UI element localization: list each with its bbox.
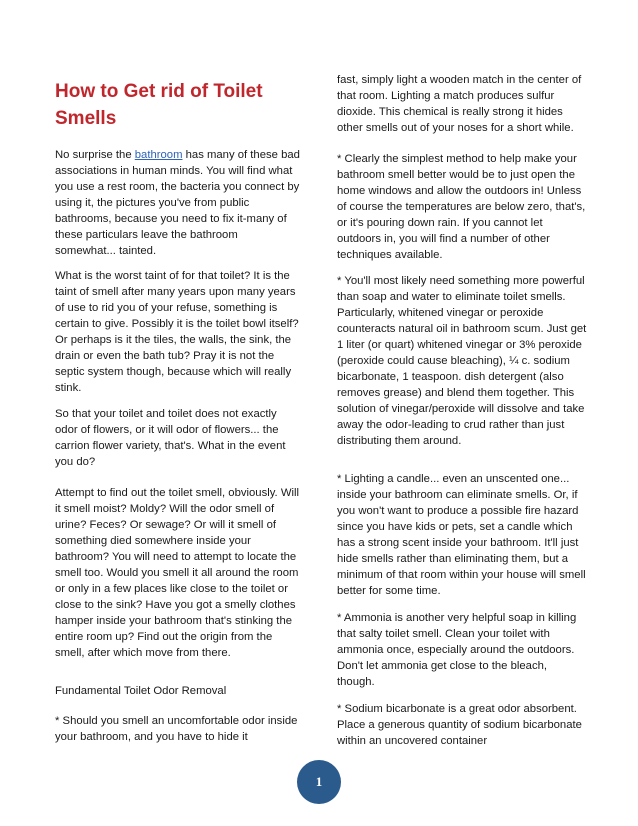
- paragraph-candle: * Lighting a candle... even an unscented one... inside your bathroom can eliminate smells. Or, if you won't want to produce a possible fire hazard since you have kids or pets, set a candle which has a strong scent inside your bathroom. It'll just hide smells rather than eliminating them, but a minimum of that room within your house will smell better for some time.: [337, 473, 586, 597]
- paragraph-find-smell: Attempt to find out the toilet smell, obviously. Will it smell moist? Moldy? Will the odor smell of urine? Feces? Or sewage? Or will it smell of something died somewhere inside your bathroom? You will need to attempt to locate the smell too. Would you smell it all around the room or only in a few places like close to the toilet or close to the sink? Have you got a smelly clothes hamper inside your bathroom that's stinking the entire room up? Find out the origin from the smell, after which move from there.: [55, 487, 300, 659]
- bathroom-link[interactable]: bathroom: [134, 149, 183, 161]
- paragraph-open-windows: * Clearly the simplest method to help make your bathroom smell better would be to just open the home windows and allow the outdoors in! Unless of course the temperatures are below zero, that's, or it's pouring down rain. If you cannot let outdoors in, you will find a number of other techniques available.: [337, 153, 586, 261]
- intro-paragraph: [55, 147, 300, 259]
- intro-prefix: No surprise the: [55, 149, 135, 161]
- paragraph-vinegar: * You'll most likely need something more powerful than soap and water to eliminate toilet smells. Particularly, whitened vinegar or peroxide counteracts natural oil in bathroom scum. Just get 1 liter (or quart) whitened vinegar or 3% peroxide (peroxide could cause bleaching), ¼ c. sodium bicarbonate, 1 teaspoon. dish detergent (also removes grease) and blend them together. This solution of vinegar/peroxide will dissolve and take away the odor-leading to crud rather than just distributing them around.: [337, 275, 587, 447]
- paragraph-sodium-bicarbonate: * Sodium bicarbonate is a great odor absorbent. Place a generous quantity of sodium bicarbonate within an uncovered container: [337, 703, 582, 747]
- section-heading-basic-removal: Fundamental Toilet Odor Removal: [55, 685, 227, 697]
- intro-suffix: has many of these bad associations in human minds. You will find what you use a rest room, the bacteria you connect by using it, the pictures you've from public bathrooms, because you need to fix it-many of these particulars leave the bathroom somewhat... tainted.: [55, 149, 300, 257]
- paragraph-flowers: So that your toilet and toilet does not exactly odor of flowers, or it will odor of flowers... the carrion flower variety, that's. What in the event you do?: [55, 408, 286, 468]
- paragraph-hide-odor: * Should you smell an uncomfortable odor inside your bathroom, and you have to hide it: [55, 715, 298, 743]
- page-number-badge: [297, 760, 341, 804]
- paragraph-ammonia: * Ammonia is another very helpful soap in killing that salty toilet smell. Clean your toilet with ammonia once, especially around the outdoors. Don't let ammonia get close to the bleach, though.: [337, 612, 577, 688]
- page-title: How to Get rid of Toilet Smells: [55, 81, 263, 129]
- paragraph-worst-taint: What is the worst taint of for that toilet? It is the taint of smell after many years upon many years of use to rid you of your refuse, something is certain to give. Possibly it is the toilet bowl itself? Or perhaps is it the tiles, the walls, the sink, the drain or even the bath tub? Pray it is not the septic system though, because which will really stink.: [55, 270, 299, 394]
- paragraph-match: fast, simply light a wooden match in the center of that room. Lighting a match produces sulfur dioxide. This chemical is really strong it hides other smells out of your noses for a short while.: [337, 74, 582, 134]
- page-number: 1: [315, 774, 323, 789]
